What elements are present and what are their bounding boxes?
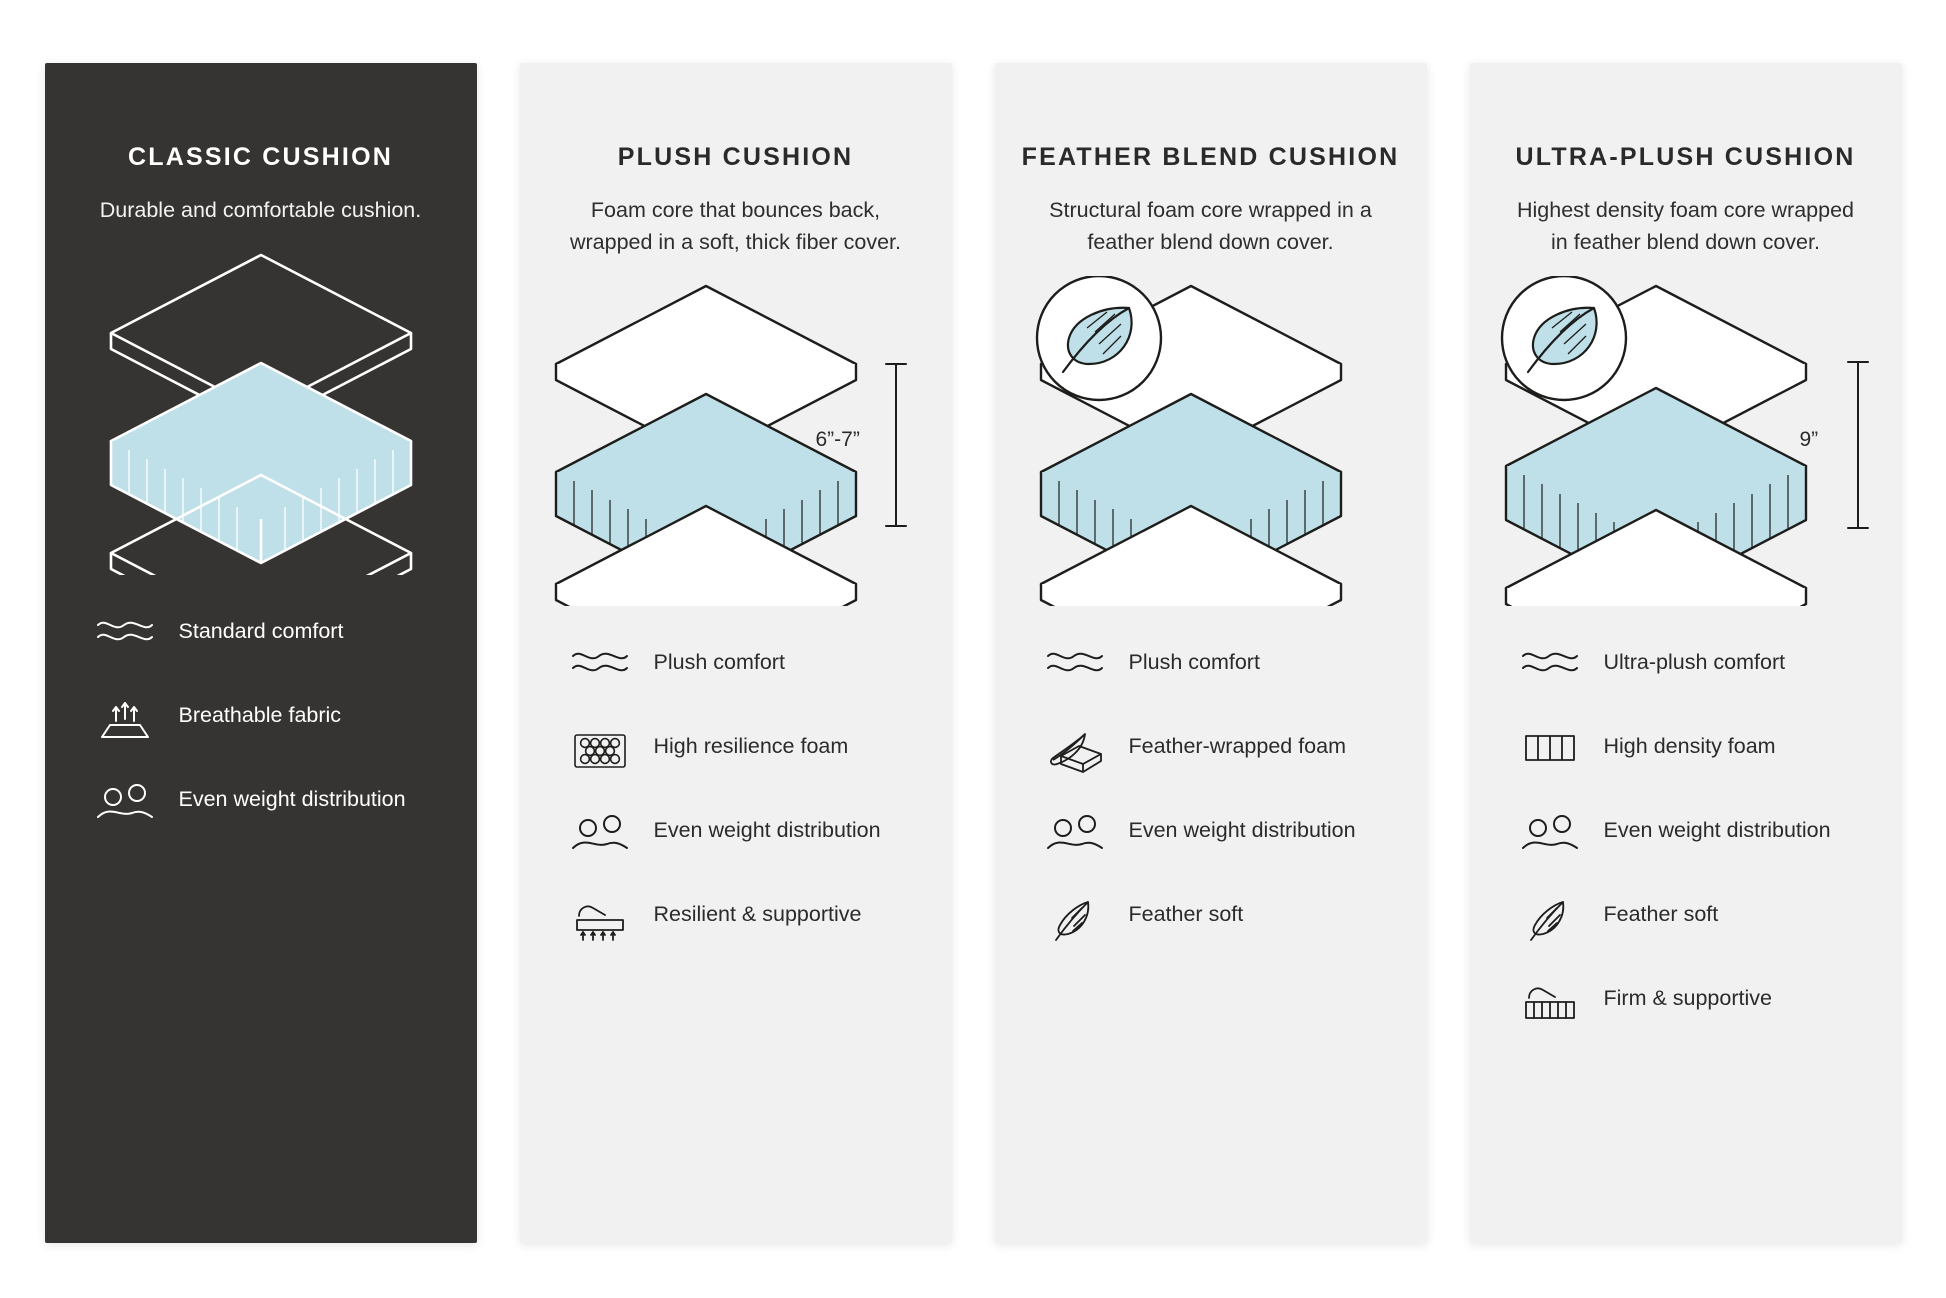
high-density-foam-icon <box>1518 728 1582 766</box>
feature-label: Breathable fabric <box>178 702 342 727</box>
card-plush-cushion <box>520 63 952 1243</box>
card-feather-blend-cushion <box>995 63 1427 1243</box>
resilient-support-icon <box>568 896 632 942</box>
feather-icon <box>1043 896 1107 944</box>
dimension-label: 9” <box>1799 428 1819 452</box>
card-description: Foam core that bounces back, wrapped in a soft, thick fiber cover. <box>569 198 902 254</box>
feature-label: Even weight distribution <box>1603 818 1831 843</box>
page-title: ULTRA-PLUSH CUSHION <box>1515 143 1856 171</box>
feature-list-feather-blend <box>995 644 1427 950</box>
even-weight-icon <box>1518 812 1582 854</box>
feature-label: Even weight distribution <box>653 818 881 843</box>
cushion-diagram-ultra-plush <box>1470 276 1902 636</box>
honeycomb-foam-icon <box>568 728 632 772</box>
list-item <box>1518 812 1854 866</box>
feather-icon <box>1518 896 1582 944</box>
feature-label: Plush comfort <box>1128 650 1260 675</box>
feature-label: Firm & supportive <box>1603 986 1772 1011</box>
list-item <box>1518 980 1854 1034</box>
feature-label: High density foam <box>1603 734 1776 759</box>
page-title: PLUSH CUSHION <box>617 143 854 171</box>
card-description: Durable and comfortable cushion. <box>99 198 422 222</box>
page-title: CLASSIC CUSHION <box>128 143 393 171</box>
list-item <box>93 697 429 751</box>
feature-label: Standard comfort <box>178 618 344 643</box>
cushion-diagram-classic <box>45 245 477 605</box>
list-item <box>1518 644 1854 698</box>
feather-wrapped-foam-icon <box>1043 728 1107 774</box>
feature-list-ultra-plush <box>1470 644 1902 1034</box>
even-weight-icon <box>1043 812 1107 854</box>
feature-label: Feather soft <box>1603 902 1719 927</box>
feature-label: Ultra-plush comfort <box>1603 650 1786 675</box>
dimension-label: 6”-7” <box>815 428 860 452</box>
feature-label: Even weight distribution <box>178 786 406 811</box>
list-item <box>568 728 904 782</box>
feature-label: Plush comfort <box>653 650 785 675</box>
feature-label: Feather soft <box>1128 902 1244 927</box>
leaf-badge-icon <box>1037 276 1161 400</box>
wave-lines-icon <box>568 644 632 676</box>
feature-label: Even weight distribution <box>1128 818 1356 843</box>
list-item <box>568 644 904 698</box>
feature-list-plush <box>520 644 952 950</box>
list-item <box>1043 812 1379 866</box>
cushion-diagram-feather-blend <box>995 276 1427 636</box>
page-title: FEATHER BLEND CUSHION <box>1021 143 1400 171</box>
feature-label: Feather-wrapped foam <box>1128 734 1346 759</box>
wave-lines-icon <box>93 613 157 645</box>
card-description: Structural foam core wrapped in a feather blend down cover. <box>1049 198 1372 254</box>
list-item <box>1518 728 1854 782</box>
list-item <box>1518 896 1854 950</box>
list-item <box>1043 728 1379 782</box>
list-item <box>93 613 429 667</box>
firm-support-icon <box>1518 980 1582 1026</box>
card-ultra-plush-cushion <box>1470 63 1902 1243</box>
card-classic-cushion <box>45 63 477 1243</box>
breathable-fabric-icon <box>93 697 157 739</box>
even-weight-icon <box>568 812 632 854</box>
cushion-diagram-plush <box>520 276 952 636</box>
wave-lines-icon <box>1043 644 1107 676</box>
feature-label: High resilience foam <box>653 734 849 759</box>
list-item <box>568 812 904 866</box>
list-item <box>568 896 904 950</box>
list-item <box>93 781 429 835</box>
wave-lines-icon <box>1518 644 1582 676</box>
card-description: Highest density foam core wrapped in feather blend down cover. <box>1516 198 1854 254</box>
feature-list-classic <box>45 613 477 835</box>
feature-label: Resilient & supportive <box>653 902 862 927</box>
list-item <box>1043 896 1379 950</box>
even-weight-icon <box>93 781 157 823</box>
dimension-label-plush <box>867 434 873 456</box>
leaf-badge-icon <box>1502 276 1626 400</box>
list-item <box>1043 644 1379 698</box>
